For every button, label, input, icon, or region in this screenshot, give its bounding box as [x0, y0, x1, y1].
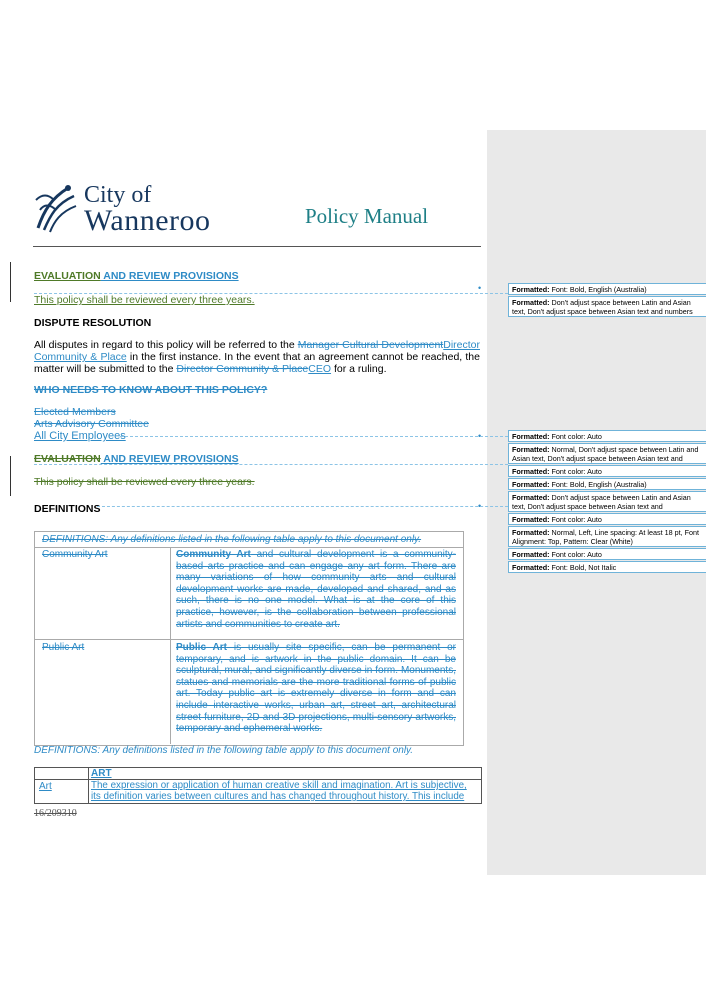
deleted-text: Manager Cultural Development [297, 339, 444, 351]
definition-text [176, 549, 456, 630]
format-comment[interactable] [508, 513, 706, 525]
comment-label: Formatted: [512, 493, 550, 502]
comment-text: Font color: Auto [549, 467, 602, 476]
city-logo [34, 180, 214, 236]
format-comment[interactable] [508, 491, 706, 512]
comment-text: Normal, Left, Line spacing: At least 18 pt, Font Alignment: Top, Pattern: Clear (White) [512, 528, 699, 546]
deleted-text: Director Community & Place [176, 363, 309, 375]
text-run: for a ruling. [331, 363, 387, 375]
evaluation-heading-part: EVALUATION [34, 453, 101, 465]
comment-text: Font: Bold, English (Australia) [549, 480, 647, 489]
comment-label: Formatted: [512, 285, 550, 294]
inserted-text: CEO [308, 363, 332, 375]
new-table-term: Art [39, 781, 52, 792]
logo-text-wanneroo: Wanneroo [84, 204, 211, 237]
new-table-header: ART [91, 768, 112, 779]
who-item: Elected Members [34, 406, 116, 418]
deleted-definitions-intro: DEFINITIONS: Any definitions listed in the following table apply to this document only. [42, 534, 422, 545]
new-definitions-table [34, 767, 482, 804]
who-item: All City Employees [34, 430, 126, 442]
format-comment[interactable] [508, 561, 706, 573]
wanneroo-emblem-icon [34, 180, 80, 236]
comment-text: Font: Bold, Not Italic [549, 563, 617, 572]
definition-text-body: and cultural development is a community-based arts practice and can engage any art form. There are many variations of how community arts and cultural development works are made, developed and shared, and as such, there is no one model. What is at the core of this practice, however, is the collaboration between professional artists and communities to create art. [176, 549, 456, 630]
comment-anchor[interactable]: • [478, 431, 482, 441]
logo-text-city-of: City of [84, 182, 152, 208]
document-reference: 16/209310 [34, 808, 77, 819]
format-comment[interactable] [508, 430, 706, 442]
comment-connector [97, 506, 508, 507]
new-table-text: The expression or application of human creative skill and imagination. Art is subjective, its definition varies between cultures and has changed throughout history. This include [91, 780, 467, 802]
comment-text: Font color: Auto [549, 550, 602, 559]
format-comment[interactable] [508, 526, 706, 547]
definition-text [176, 642, 456, 735]
inserted-text: Director Community & Place [34, 339, 480, 363]
table-rule [35, 547, 463, 548]
format-comment[interactable] [508, 465, 706, 477]
who-item: Arts Advisory Committee [34, 418, 149, 430]
evaluation-heading-inserted: AND REVIEW PROVISIONS [100, 270, 239, 282]
table-rule [170, 547, 171, 744]
comment-label: Formatted: [512, 550, 550, 559]
comment-connector [34, 464, 508, 465]
table-rule [88, 768, 89, 803]
who-needs-heading: WHO NEEDS TO KNOW ABOUT THIS POLICY? [34, 384, 268, 396]
text-run: All disputes in regard to this policy will be referred to the [34, 339, 298, 351]
comment-text: Normal, Don't adjust space between Latin and Asian text, Don't adjust space between Asian text and [512, 445, 699, 463]
format-comment[interactable] [508, 443, 706, 464]
dispute-heading: DISPUTE RESOLUTION [34, 317, 152, 329]
comment-anchor[interactable]: • [478, 283, 482, 293]
dispute-paragraph [34, 339, 480, 375]
comment-label: Formatted: [512, 298, 550, 307]
comment-text: Font color: Auto [549, 432, 602, 441]
definition-text-bold: Public Art [176, 642, 227, 653]
format-comment[interactable] [508, 283, 706, 295]
evaluation-text: This policy shall be reviewed every three years. [34, 294, 255, 306]
evaluation-heading [34, 270, 239, 282]
format-comment[interactable] [508, 478, 706, 490]
change-bar [10, 456, 11, 496]
text-run: in the first instance. In the event that an agreement cannot be reached, the matter will be submitted to the [34, 351, 480, 375]
comment-text: Font color: Auto [549, 515, 602, 524]
comment-label: Formatted: [512, 445, 550, 454]
definition-text-body: is usually site specific, can be permanent or temporary, and is artwork in the public domain. It can be sculptural, mural, and significantly diverse in form. Monuments, statues and memorials are the more traditional forms of public art. Today public art is extremely diverse in form and can include interactive works, urban art, street art, architectural street furniture, 2D and 3D projections, multi-sensory artworks, temporary and ephemeral works. [176, 642, 456, 735]
comment-label: Formatted: [512, 563, 550, 572]
comment-text: Don't adjust space between Latin and Asian text, Don't adjust space between Asian text and numbers [512, 298, 693, 316]
definition-term: Public Art [42, 642, 85, 653]
comment-label: Formatted: [512, 528, 550, 537]
page-title: Policy Manual [305, 204, 429, 228]
evaluation-heading-part: EVALUATION [34, 270, 101, 282]
format-comment[interactable] [508, 548, 706, 560]
comment-label: Formatted: [512, 467, 550, 476]
comment-label: Formatted: [512, 515, 550, 524]
evaluation-text-2: This policy shall be reviewed every three years. [34, 476, 255, 488]
evaluation-heading-inserted: AND REVIEW PROVISIONS [100, 453, 239, 465]
header-rule [33, 246, 481, 247]
table-rule [35, 639, 463, 640]
comment-connector [120, 436, 508, 437]
comment-text: Don't adjust space between Latin and Asian text, Don't adjust space between Asian text and [512, 493, 691, 511]
change-bar [10, 262, 11, 302]
comment-connector [34, 293, 508, 294]
deleted-definitions-table [34, 531, 464, 746]
comment-label: Formatted: [512, 480, 550, 489]
comment-text: Font: Bold, English (Australia) [549, 285, 647, 294]
definitions-heading: DEFINITIONS [34, 503, 101, 515]
definition-text-bold: Community Art [176, 549, 251, 560]
format-comment[interactable] [508, 296, 706, 317]
definition-term: Community Art [42, 549, 108, 560]
comment-label: Formatted: [512, 432, 550, 441]
comment-anchor[interactable]: • [478, 501, 482, 511]
definitions-intro: DEFINITIONS: Any definitions listed in the following table apply to this document only. [34, 745, 414, 756]
